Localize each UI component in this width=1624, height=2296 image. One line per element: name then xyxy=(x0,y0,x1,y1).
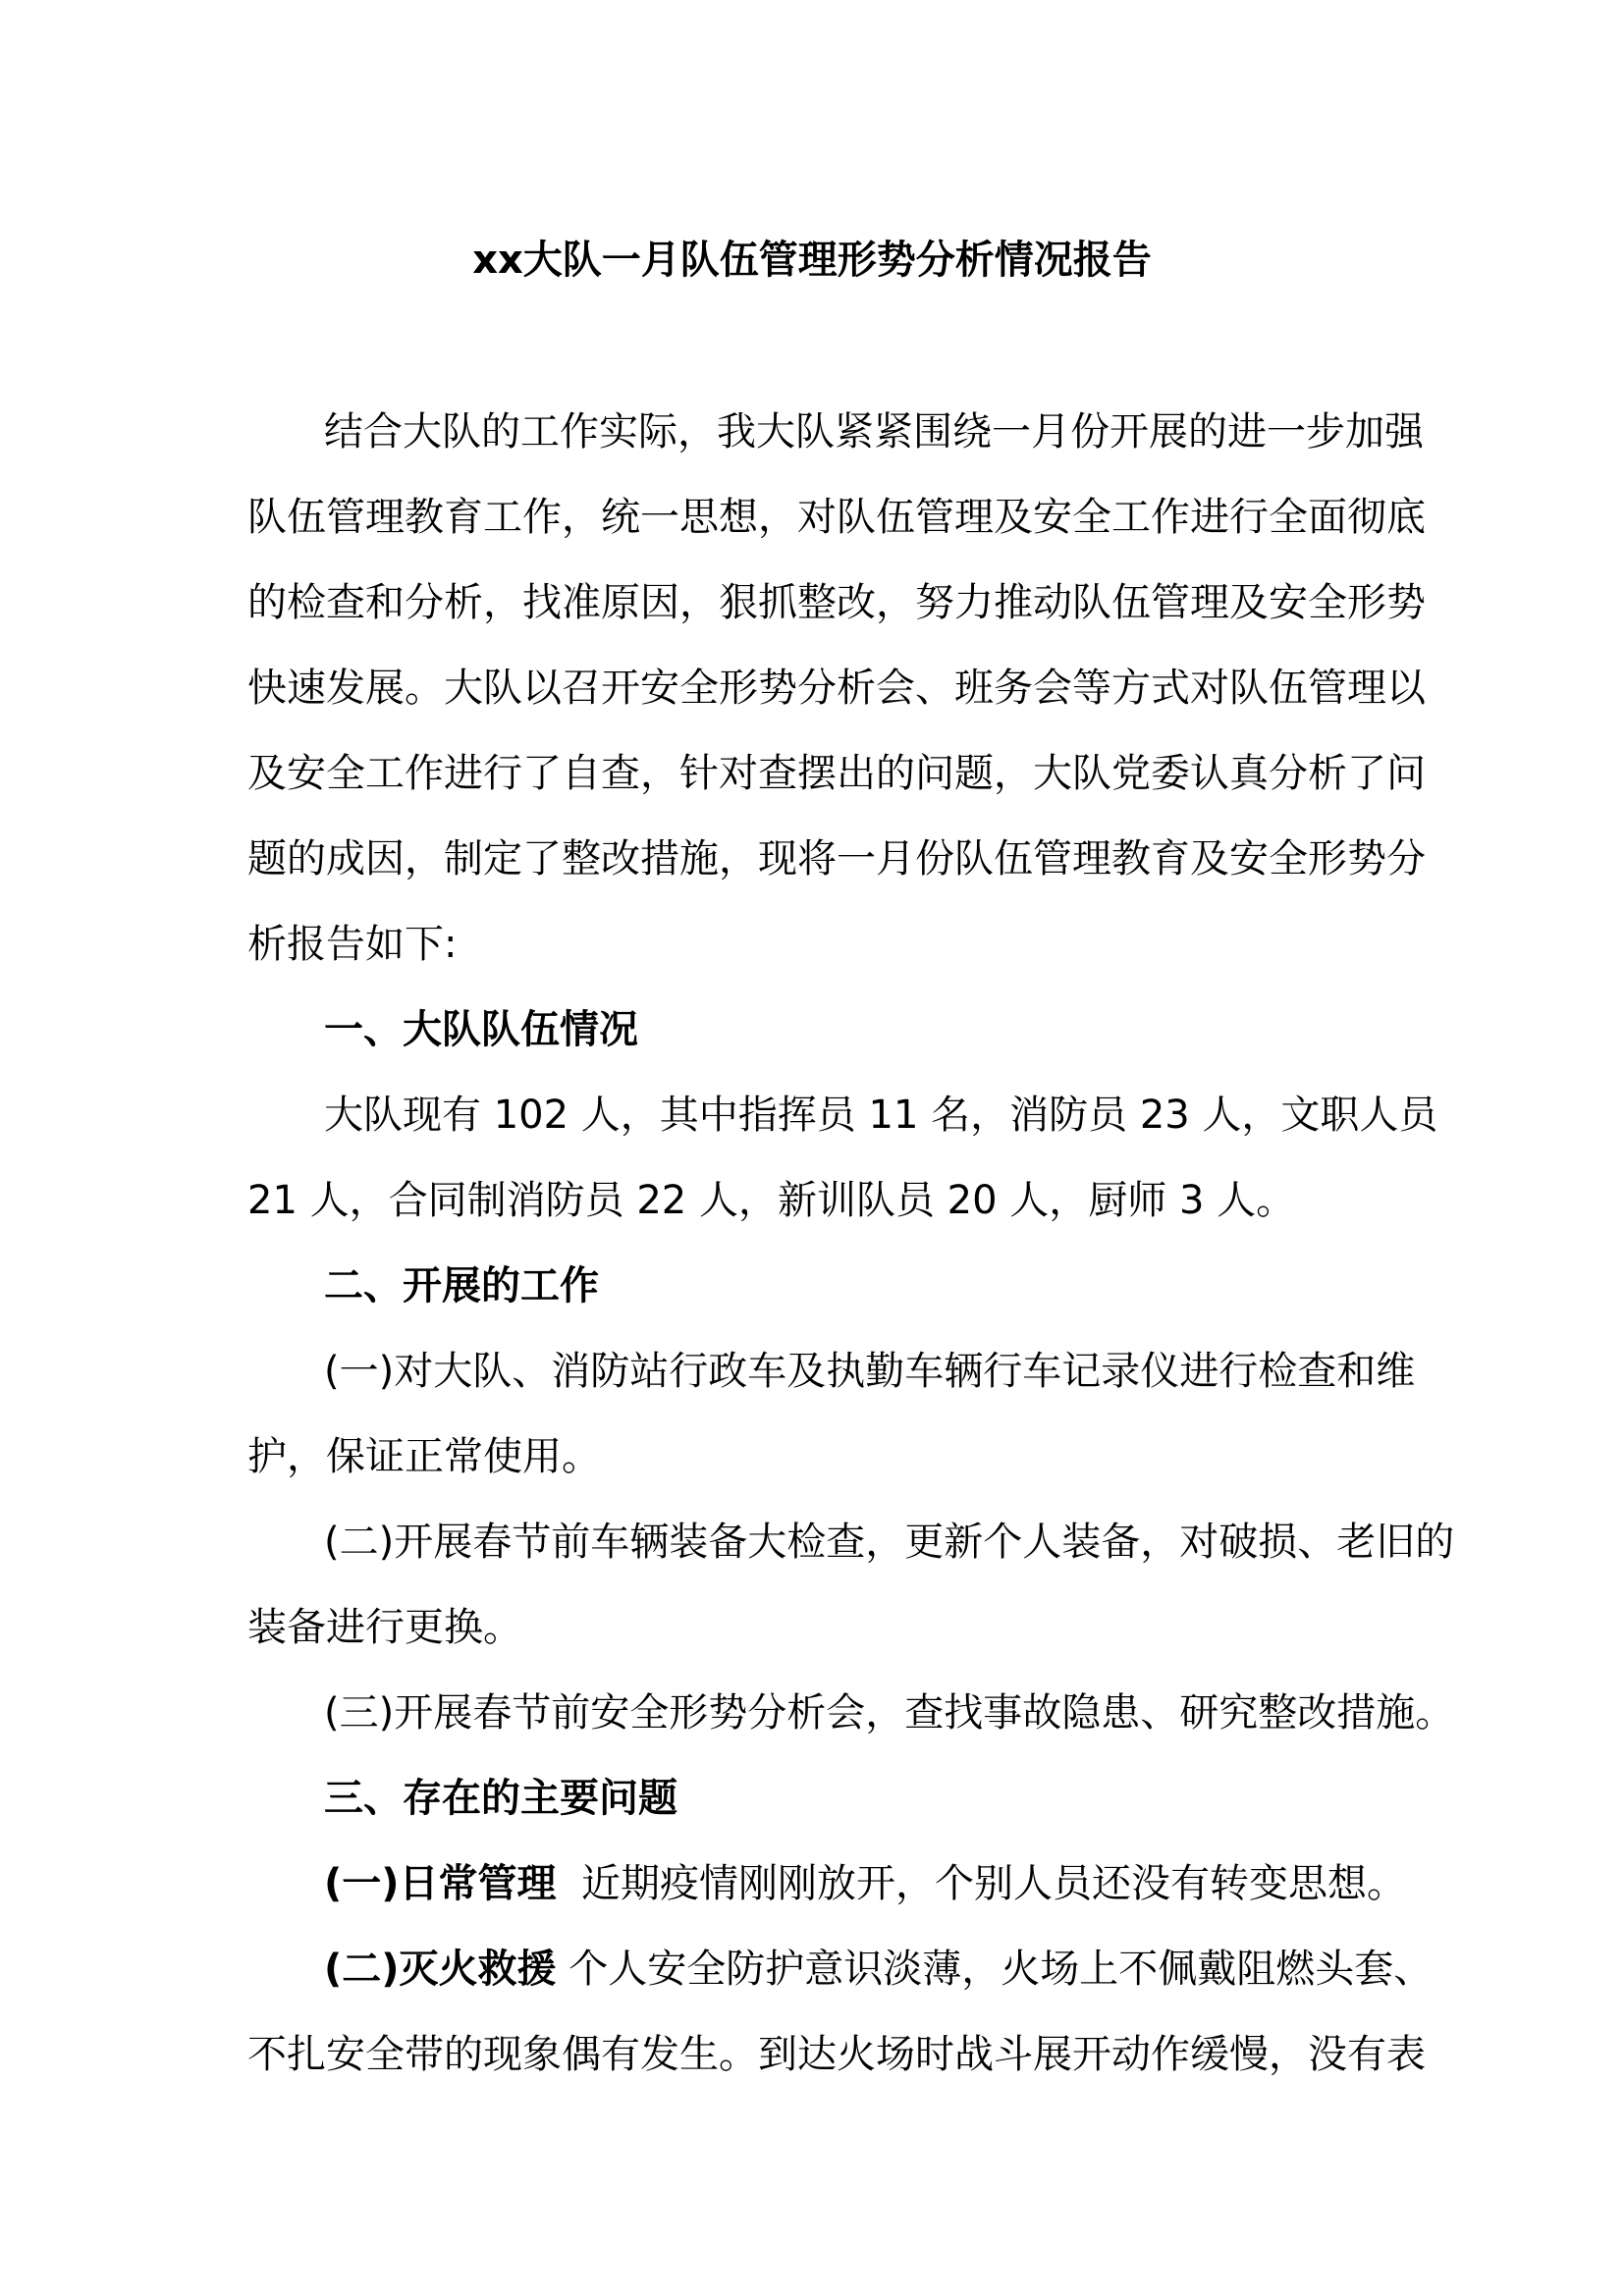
section1-line: 大队现有 102 人，其中指挥员 11 名，消防员 23 人，文职人员 xyxy=(324,1093,1438,1138)
work-item-line: (一)对大队、消防站行政车及执勤车辆行车记录仪进行检查和维 xyxy=(324,1349,1416,1394)
problem-label: (一)日常管理 xyxy=(324,1861,557,1906)
document-title: xx大队一月队伍管理形势分析情况报告 xyxy=(472,238,1152,283)
section-heading: 三、存在的主要问题 xyxy=(324,1776,677,1821)
section1-line: 21 人，合同制消防员 22 人，新训队员 20 人，厨师 3 人。 xyxy=(247,1178,1296,1223)
work-item-line: (二)开展春节前车辆装备大检查，更新个人装备，对破损、老旧的 xyxy=(324,1520,1455,1565)
work-item-line: 装备进行更换。 xyxy=(247,1605,522,1650)
problem-text: 个人安全防护意识淡薄，火场上不佩戴阻燃头套、 xyxy=(568,1947,1434,1992)
problem-item xyxy=(247,1927,1434,2012)
intro-line: 队伍管理教育工作，统一思想，对队伍管理及安全工作进行全面彻底 xyxy=(247,495,1426,540)
problem-item xyxy=(247,1842,1406,1927)
section-heading: 一、大队队伍情况 xyxy=(324,1007,638,1052)
intro-line: 的检查和分析，找准原因，狠抓整改，努力推动队伍管理及安全形势 xyxy=(247,580,1426,625)
intro-line: 及安全工作进行了自查，针对查摆出的问题，大队党委认真分析了问 xyxy=(247,751,1426,796)
intro-line: 析报告如下: xyxy=(247,922,458,967)
document-body xyxy=(247,390,1455,2098)
intro-line: 快速发展。大队以召开安全形势分析会、班务会等方式对队伍管理以 xyxy=(247,666,1426,711)
problem-label: (二)灭火救援 xyxy=(324,1947,557,1992)
work-item-line: 护，保证正常使用。 xyxy=(247,1434,601,1479)
section-heading: 二、开展的工作 xyxy=(324,1263,599,1308)
work-item-line: (三)开展春节前安全形势分析会，查找事故隐患、研究整改措施。 xyxy=(324,1690,1455,1735)
intro-line: 题的成因，制定了整改措施，现将一月份队伍管理教育及安全形势分 xyxy=(247,836,1426,881)
intro-line: 结合大队的工作实际，我大队紧紧围绕一月份开展的进一步加强 xyxy=(324,409,1424,454)
problem-text: 近期疫情刚刚放开，个别人员还没有转变思想。 xyxy=(581,1861,1406,1906)
problem-text-cont: 不扎安全带的现象偶有发生。到达火场时战斗展开动作缓慢，没有表 xyxy=(247,2032,1426,2077)
